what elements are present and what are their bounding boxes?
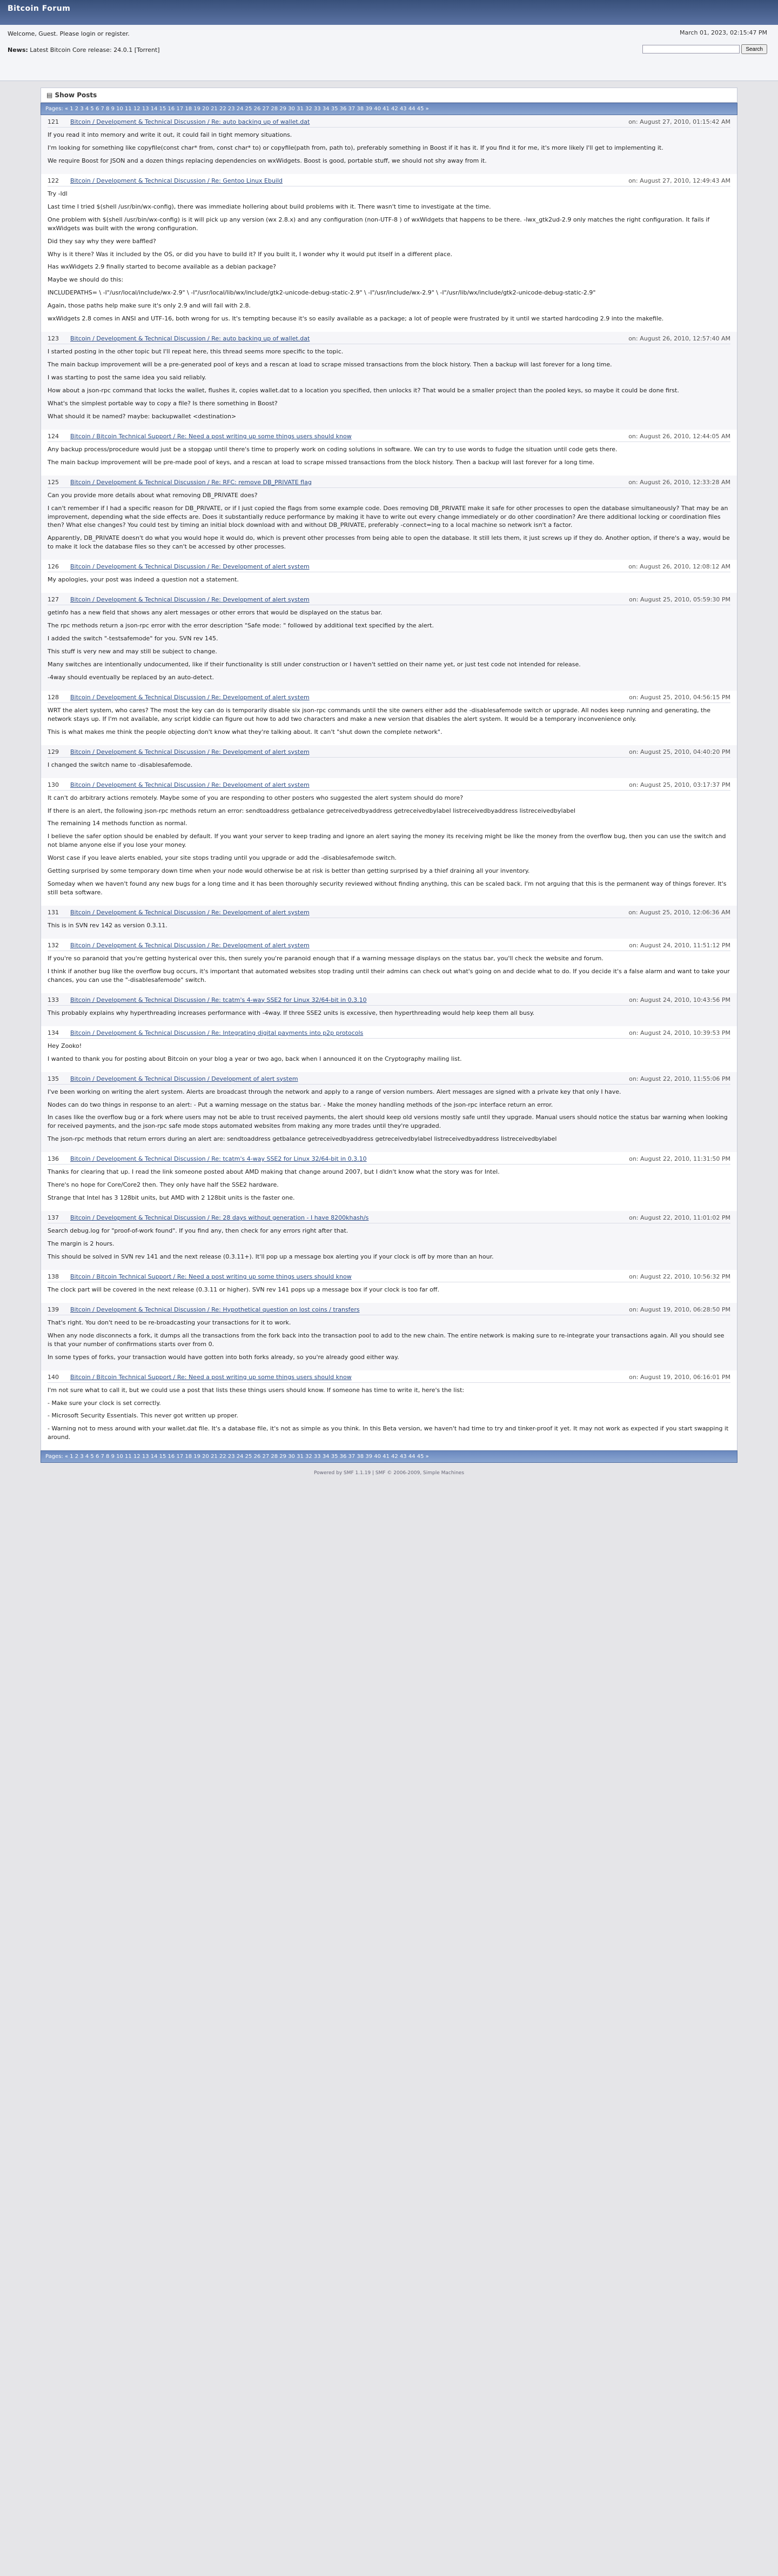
- post-paragraph: The clock part will be covered in the next release (0.3.11 or higher). SVN rev 141 pops up a message box if your clock is too far off.: [48, 1286, 439, 1293]
- pagination-top[interactable]: Pages: « 1 2 3 4 5 6 7 8 9 10 11 12 13 14 15 16 17 18 19 20 21 22 23 24 25 26 27 28 29 30 31 32 33 34 35 36 37 38 39 40 41 42 43 44 45 »: [41, 103, 737, 115]
- post-number: 132: [48, 941, 59, 949]
- post: [41, 1211, 737, 1270]
- search-bar: [642, 44, 767, 54]
- post-topic-link[interactable]: Bitcoin / Development & Technical Discussion / Re: RFC: remove DB_PRIVATE flag: [70, 478, 312, 486]
- post-topic-link[interactable]: Bitcoin / Development & Technical Discussion / Re: Development of alert system: [70, 596, 310, 604]
- post-paragraph: I'm not sure what to call it, but we could use a post that lists these things users should know. If someone has time to write it, here's the list:: [48, 1386, 465, 1394]
- post-paragraph: When any node disconnects a fork, it dumps all the transactions from the fork back into the transaction pool to add to the new chain. The entire network is making sure to re-integrate your transactions again. All you should see is that your number of confirmations starts over from 0.: [48, 1332, 725, 1348]
- post-paragraph: - Warning not to mess around with your wallet.dat file. It's a database file, it's not as simple as you think. In this Beta version, we haven't had time to try and tinker-proof it yet. It may not work as expected if you start swapping it around.: [48, 1425, 729, 1441]
- post-paragraph: My apologies, your post was indeed a question not a statement.: [48, 576, 239, 584]
- post-body: [48, 445, 730, 467]
- post-paragraph: I've been working on writing the alert system. Alerts are broadcast through the network and apply to a range of version numbers. Alert messages are signed with a private key that only I have.: [48, 1088, 621, 1095]
- post-header: [48, 118, 730, 128]
- post-body: [48, 576, 730, 584]
- post-header: [48, 1075, 730, 1085]
- post-paragraph: Try -ldl: [48, 190, 68, 197]
- post-body: [48, 1286, 730, 1294]
- post-number: 140: [48, 1373, 59, 1381]
- post-date: on: August 26, 2010, 12:08:12 AM: [628, 563, 730, 571]
- post-body: [48, 921, 730, 930]
- post-body: [48, 954, 730, 985]
- post-paragraph: If you're so paranoid that you're getting hysterical over this, then surely you're paranoid enough that if a warning message displays on the status bar, you'll check the website and forum.: [48, 954, 603, 962]
- post-topic-link[interactable]: Bitcoin / Development & Technical Discussion / Re: Hypothetical question on lost coins / transfers: [70, 1306, 360, 1313]
- post-paragraph: If there is an alert, the following json-rpc methods return an error: sendtoaddress getbalance getreceivedbyaddress getreceivedbylabel listreceivedbyaddress listreceivedbylabel: [48, 807, 576, 814]
- post-paragraph: Can you provide more details about what removing DB_PRIVATE does?: [48, 491, 258, 499]
- post-paragraph: I changed the switch name to -disablesafemode.: [48, 761, 193, 768]
- news-label: News:: [8, 46, 28, 53]
- post-topic-link[interactable]: Bitcoin / Bitcoin Technical Support / Re: Need a post writing up some things users should know: [70, 1273, 352, 1280]
- post-paragraph: There's no hope for Core/Core2 then. They only have half the SSE2 hardware.: [48, 1181, 279, 1189]
- post-body: [48, 794, 730, 897]
- post-header: [48, 1214, 730, 1223]
- post-paragraph: This stuff is very new and may still be subject to change.: [48, 648, 217, 655]
- post-topic-link[interactable]: Bitcoin / Development & Technical Discussion / Re: auto backing up of wallet.dat: [70, 118, 310, 125]
- post-date: on: August 25, 2010, 12:06:36 AM: [628, 909, 730, 916]
- post-header: [48, 433, 730, 442]
- post-header: [48, 1374, 730, 1383]
- post-body: [48, 1168, 730, 1202]
- post-number: 125: [48, 478, 59, 486]
- post-paragraph: I wanted to thank you for posting about Bitcoin on your blog a year or two ago, back when I announced it on the Cryptography mailing list.: [48, 1055, 462, 1062]
- post-paragraph: We require Boost for JSON and a dozen things replacing dependencies on wxWidgets. Boost is good, portable stuff, we should not shy away from it.: [48, 157, 487, 164]
- post-body: [48, 1009, 730, 1018]
- post-paragraph: Any backup process/procedure would just be a stopgap until there's time to properly work on coding solutions in software. We can try to use words to fudge the situation until code gets there.: [48, 445, 618, 453]
- news-line: [8, 46, 160, 53]
- post-paragraph: WRT the alert system, who cares? The most the key can do is temporarily disable six json-rpc commands until the site owners either add the -disablesafemode switch or upgrade. All nodes keep running and generating, the network stays up. If I'm not available, any script kiddie can figure out how to add two characters and make a new version that disables the alert system. It would be a temporary inconvenience only.: [48, 706, 710, 722]
- post-date: on: August 25, 2010, 03:17:37 PM: [629, 781, 730, 788]
- post-topic-link[interactable]: Bitcoin / Development & Technical Discussion / Re: Gentoo Linux Ebuild: [70, 177, 283, 184]
- post-topic-link[interactable]: Bitcoin / Development & Technical Discussion / Re: Development of alert system: [70, 693, 310, 701]
- post-number: 134: [48, 1029, 59, 1036]
- post-list: [41, 115, 737, 1450]
- post-paragraph: Many switches are intentionally undocumented, like if their functionality is still under construction or I haven't settled on their name yet, or just test code not intended for release.: [48, 660, 581, 668]
- post-date: on: August 26, 2010, 12:33:28 AM: [628, 478, 730, 486]
- post-paragraph: I added the switch "-testsafemode" for you. SVN rev 145.: [48, 635, 218, 643]
- post-topic-link[interactable]: Bitcoin / Development & Technical Discussion / Re: Development of alert system: [70, 909, 310, 916]
- post-number: 135: [48, 1075, 59, 1082]
- post-body: [48, 347, 730, 421]
- post-date: on: August 19, 2010, 06:16:01 PM: [629, 1373, 730, 1381]
- post-paragraph: Maybe we should do this:: [48, 276, 124, 284]
- post-number: 128: [48, 693, 59, 701]
- post-header: [48, 996, 730, 1006]
- welcome-text: Welcome, Guest. Please login or register.: [8, 30, 130, 37]
- post-paragraph: In cases like the overflow bug or a fork where users may not be able to trust received payments, the alert should keep old versions mostly safe until they upgrade. Manual users should notice the status bar warning when looking for received payments, and the json-rpc safe mode stops automated websites from making any more trades until they're upgraded.: [48, 1114, 728, 1130]
- post-header: [48, 563, 730, 572]
- post-paragraph: This is what makes me think the people objecting don't know what they're talking about. It can't "shut down the complete network".: [48, 728, 442, 735]
- post-header: [48, 1306, 730, 1315]
- post-number: 138: [48, 1273, 59, 1280]
- post: [41, 1026, 737, 1072]
- post-date: on: August 25, 2010, 04:40:20 PM: [629, 748, 730, 755]
- post-date: on: August 25, 2010, 04:56:15 PM: [629, 693, 730, 701]
- post-paragraph: The json-rpc methods that return errors during an alert are: sendtoaddress getbalance getreceivedbyaddress getreceivedbylabel listreceivedbyaddress listreceivedbylabel: [48, 1135, 557, 1143]
- post-number: 129: [48, 748, 59, 755]
- post-header: [48, 177, 730, 186]
- post-paragraph: In some types of forks, your transaction would have gotten into both forks already, so you're already good either way.: [48, 1353, 399, 1361]
- news-text[interactable]: Latest Bitcoin Core release: 24.0.1 [Torrent]: [30, 46, 160, 53]
- post-paragraph: Last time I tried $(shell /usr/bin/wx-config), there was immediate hollering about build problems with it. There wasn't time to investigate at the time.: [48, 203, 491, 210]
- post-paragraph: I think if another bug like the overflow bug occurs, it's important that automated websites stop trading until their admins can check out what's going on and decide what to do. If you decide it's a false alarm and want to take your chances, you can use the "-disablesafemode" switch.: [48, 967, 730, 983]
- post-paragraph: Strange that Intel has 3 128bit units, but AMD with 2 128bit units is the faster one.: [48, 1194, 295, 1202]
- post-header: [48, 1029, 730, 1039]
- post: [41, 115, 737, 174]
- post-number: 136: [48, 1155, 59, 1163]
- post-date: on: August 25, 2010, 05:59:30 PM: [629, 596, 730, 604]
- post-topic-link[interactable]: Bitcoin / Development & Technical Discussion / Development of alert system: [70, 1075, 298, 1082]
- post-paragraph: Again, those paths help make sure it's only 2.9 and will fail with 2.8.: [48, 302, 251, 310]
- post: [41, 1303, 737, 1370]
- post-paragraph: I can't remember if I had a specific reason for DB_PRIVATE, or if I just copied the flags from some example code. Does removing DB_PRIVATE make it safe for other processes to open the database simultaneously? That may be an improvement, depending what the side effects are. Does it substantially reduce performance by making it have to write out every change immediately or do other coordination? Are there additional locking or coordination files then? What else changes? You could test by timing an initial block download with and without DB_PRIVATE, preferably -connect=ing to a local machine so network isn't a factor.: [48, 504, 728, 529]
- post-topic-link[interactable]: Bitcoin / Development & Technical Discussion / Re: auto backing up of wallet.dat: [70, 335, 310, 343]
- post-paragraph: I'm looking for something like copyfile(const char* from, const char* to) or copyfile(path from, path to), preferably something in Boost if it has it. If you find it for me, it's more likely I'll get to implementing it.: [48, 144, 663, 151]
- post-topic-link[interactable]: Bitcoin / Development & Technical Discussion / Re: Integrating digital payments into p2p protocols: [70, 1029, 364, 1036]
- post-header: [48, 909, 730, 918]
- post-header: [48, 1273, 730, 1282]
- post-number: 121: [48, 118, 59, 125]
- post: [41, 174, 737, 332]
- post-body: [48, 131, 730, 165]
- post-date: on: August 22, 2010, 11:31:50 PM: [629, 1155, 730, 1163]
- posts-icon: ▤: [46, 91, 55, 99]
- post-body: [48, 1042, 730, 1063]
- post-header: [48, 942, 730, 951]
- post: [41, 939, 737, 993]
- post-topic-link[interactable]: Bitcoin / Development & Technical Discussion / Re: Development of alert system: [70, 748, 310, 755]
- post: [41, 476, 737, 560]
- post-paragraph: This probably explains why hyperthreading increases performance with -4way. If three SSE2 units is excessive, then hyperthreading would help keep them all busy.: [48, 1009, 535, 1016]
- post-paragraph: The rpc methods return a json-rpc error with the error description "Safe mode: " followed by additional text specified by the alert.: [48, 622, 434, 630]
- post-header: [48, 694, 730, 703]
- post-date: on: August 22, 2010, 11:55:06 PM: [629, 1075, 730, 1082]
- post: [41, 593, 737, 691]
- post-paragraph: This is in SVN rev 142 as version 0.3.11.: [48, 922, 167, 929]
- user-area: [0, 25, 778, 81]
- search-button[interactable]: Search: [741, 44, 767, 54]
- post-number: 127: [48, 596, 59, 604]
- post-paragraph: The main backup improvement will be pre-made pool of keys, and a rescan at load to scrape missed transactions from the block history. Then a backup will last forever for a long time.: [48, 458, 595, 466]
- post-paragraph: I was starting to post the same idea you said reliably.: [48, 374, 206, 381]
- post-body: [48, 1088, 730, 1144]
- post: [41, 778, 737, 906]
- post-topic-link[interactable]: Bitcoin / Development & Technical Discussion / Re: tcatm's 4-way SSE2 for Linux 32/64-bit in 0.3.10: [70, 996, 367, 1003]
- post-paragraph: Someday when we haven't found any new bugs for a long time and it has been thoroughly security reviewed without finding anything, this can be scaled back. I'm not arguing that this is the permanent way of things forever. It's still beta software.: [48, 880, 727, 896]
- main-content: [41, 81, 737, 1497]
- post-paragraph: Has wxWidgets 2.9 finally started to become available as a debian package?: [48, 263, 277, 271]
- post-paragraph: That's right. You don't need to be re-broadcasting your transactions for it to work.: [48, 1319, 291, 1326]
- post-body: [48, 1227, 730, 1261]
- post: [41, 560, 737, 593]
- post: [41, 691, 737, 745]
- copyright: Powered by SMF 1.1.19 | SMF © 2006-2009, Simple Machines: [313, 1470, 465, 1476]
- post-number: 126: [48, 563, 59, 571]
- post-paragraph: It can't do arbitrary actions remotely. Maybe some of you are responding to other posters who suggested the alert system should do more?: [48, 794, 464, 801]
- post-paragraph: If you read it into memory and write it out, it could fail in tight memory situations.: [48, 131, 292, 138]
- post-body: [48, 706, 730, 737]
- post-paragraph: - Make sure your clock is set correctly.: [48, 1399, 161, 1407]
- post-body: [48, 491, 730, 552]
- post-paragraph: Nodes can do two things in response to an alert: - Put a warning message on the status bar. - Make the money handling methods of the json-rpc interface return an error.: [48, 1101, 553, 1108]
- post-paragraph: One problem with $(shell /usr/bin/wx-config) is it will pick up any version (wx 2.8.x) and any configuration (non-UTF-8 ) of wxWidgets that happens to be there. -lwx_gtk2ud-2.9 only matches the right configuration. It fails if wxWidgets was built with the wrong configuration.: [48, 216, 710, 232]
- post: [41, 1072, 737, 1153]
- post-paragraph: Hey Zooko!: [48, 1042, 82, 1049]
- post-paragraph: I believe the safer option should be enabled by default. If you want your server to keep trading and ignore an alert saying the money its receiving might be like the money from the overflow bug, then you can use the switch and not blame anyone else if you lose your money.: [48, 833, 726, 849]
- post-paragraph: Search debug.log for "proof-of-work found". If you find any, then check for any errors right after that.: [48, 1227, 348, 1235]
- post-number: 131: [48, 909, 59, 916]
- post: [41, 332, 737, 430]
- post-topic-link[interactable]: Bitcoin / Development & Technical Discussion / Re: tcatm's 4-way SSE2 for Linux 32/64-bit in 0.3.10: [70, 1155, 367, 1163]
- post-header: [48, 479, 730, 488]
- post-header: [48, 596, 730, 605]
- post-number: 123: [48, 335, 59, 343]
- post-paragraph: -4way should eventually be replaced by an auto-detect.: [48, 673, 214, 681]
- post-date: on: August 24, 2010, 10:43:56 PM: [629, 996, 730, 1003]
- post-paragraph: Worst case if you leave alerts enabled, your site stops trading until you upgrade or add the -disablesafemode switch.: [48, 854, 397, 862]
- post-number: 137: [48, 1214, 59, 1222]
- post-paragraph: Apparently, DB_PRIVATE doesn't do what you would hope it would do, which is prevent other processes from being able to open the database. It still lets them, it just screws up if they do. Another option, if there's a way, would be to make it lock the database files so they can't be accessed by other processes.: [48, 534, 730, 551]
- pagination-bottom[interactable]: Pages: « 1 2 3 4 5 6 7 8 9 10 11 12 13 14 15 16 17 18 19 20 21 22 23 24 25 26 27 28 29 30 31 32 33 34 35 36 37 38 39 40 41 42 43 44 45 »: [41, 1450, 737, 1463]
- section-title: ▤ Show Posts: [41, 88, 737, 103]
- post-paragraph: The main backup improvement will be a pre-generated pool of keys and a rescan at load to scrape missed transactions from the block history. Then a backup will last forever for a long time.: [48, 361, 612, 369]
- post-body: [48, 761, 730, 770]
- post-paragraph: The remaining 14 methods function as normal.: [48, 820, 187, 827]
- post-number: 122: [48, 177, 59, 184]
- post-paragraph: wxWidgets 2.8 comes in ANSI and UTF-16, both wrong for us. It's tempting because it's so easily available as a package; a lot of people were frustrated by it until we started hardcoding 2.9 into the makefile.: [48, 315, 664, 323]
- post-body: [48, 1319, 730, 1362]
- post: [41, 993, 737, 1026]
- post-paragraph: What should it be named? maybe: backupwallet <destination>: [48, 412, 237, 420]
- post-paragraph: Getting surprised by some temporary down time when your node would otherwise be at risk is better than getting surprised by a thief draining all your inventory.: [48, 867, 530, 875]
- post-paragraph: INCLUDEPATHS= \ -I"/usr/local/include/wx-2.9" \ -I"/usr/local/lib/wx/include/gtk2-unicode-debug-static-2.9" \ -I"/usr/include/wx-2.9" \ -I"/usr/lib/wx/include/gtk2-unicode-debug-static-2.9": [48, 289, 596, 297]
- post-topic-link[interactable]: Bitcoin / Development & Technical Discussion / Re: Development of alert system: [70, 941, 310, 949]
- post-header: [48, 781, 730, 791]
- post-date: on: August 26, 2010, 12:44:05 AM: [628, 432, 730, 440]
- post-header: [48, 335, 730, 344]
- post: [41, 1370, 737, 1451]
- post-paragraph: What's the simplest portable way to copy a file? Is there something in Boost?: [48, 399, 278, 407]
- post-number: 124: [48, 432, 59, 440]
- post-date: on: August 24, 2010, 10:39:53 PM: [629, 1029, 730, 1036]
- post-paragraph: This should be solved in SVN rev 141 and the next release (0.3.11+). It'll pop up a message box alerting you if your clock is off by more than an hour.: [48, 1253, 494, 1260]
- post-date: on: August 19, 2010, 06:28:50 PM: [629, 1306, 730, 1313]
- post-paragraph: How about a json-rpc command that locks the wallet, flushes it, copies wallet.dat to a location you specified, then unlocks it? That would be a smaller project than the pooled keys, so maybe it could be done first.: [48, 386, 679, 394]
- post-paragraph: Why is it there? Was it included by the OS, or did you have to build it? If you built it, I wonder why it would put itself in a different place.: [48, 250, 453, 258]
- post: [41, 1270, 737, 1303]
- post-topic-link[interactable]: Bitcoin / Development & Technical Discussion / Re: Development of alert system: [70, 563, 310, 571]
- post-header: [48, 1155, 730, 1165]
- post-topic-link[interactable]: Bitcoin / Development & Technical Discussion / Re: 28 days without generation - I have 8200khash/s: [70, 1214, 369, 1222]
- post-date: on: August 27, 2010, 12:49:43 AM: [628, 177, 730, 184]
- post-paragraph: The margin is 2 hours.: [48, 1240, 115, 1247]
- post-date: on: August 27, 2010, 01:15:42 AM: [628, 118, 730, 125]
- post-paragraph: Did they say why they were baffled?: [48, 237, 156, 245]
- post-number: 133: [48, 996, 59, 1003]
- post-number: 130: [48, 781, 59, 788]
- post-paragraph: Thanks for clearing that up. I read the link someone posted about AMD making that change around 2007, but I didn't know what the story was for Intel.: [48, 1168, 500, 1176]
- post-date: on: August 24, 2010, 11:51:12 PM: [629, 941, 730, 949]
- post: [41, 745, 737, 778]
- post-topic-link[interactable]: Bitcoin / Bitcoin Technical Support / Re: Need a post writing up some things users should know: [70, 1373, 352, 1381]
- post-paragraph: getinfo has a new field that shows any alert messages or other errors that would be displayed on the status bar.: [48, 609, 383, 617]
- post: [41, 1152, 737, 1211]
- post-body: [48, 608, 730, 682]
- post-body: [48, 190, 730, 323]
- post-header: [48, 748, 730, 758]
- post-paragraph: - Microsoft Security Essentials. This never got written up proper.: [48, 1412, 238, 1420]
- post-date: on: August 22, 2010, 10:56:32 PM: [629, 1273, 730, 1280]
- post-topic-link[interactable]: Bitcoin / Development & Technical Discussion / Re: Development of alert system: [70, 781, 310, 788]
- search-input[interactable]: [642, 45, 740, 53]
- forum-title[interactable]: Bitcoin Forum: [8, 4, 71, 13]
- post-topic-link[interactable]: Bitcoin / Bitcoin Technical Support / Re: Need a post writing up some things users should know: [70, 432, 352, 440]
- post: [41, 430, 737, 476]
- post-date: on: August 22, 2010, 11:01:02 PM: [629, 1214, 730, 1222]
- post-paragraph: I started posting in the other topic but I'll repeat here, this thread seems more specific to the topic.: [48, 348, 344, 356]
- post-number: 139: [48, 1306, 59, 1313]
- current-date: March 01, 2023, 02:15:47 PM: [679, 29, 767, 36]
- post: [41, 906, 737, 939]
- post-body: [48, 1386, 730, 1442]
- forum-header: [0, 0, 778, 25]
- post-date: on: August 26, 2010, 12:57:40 AM: [628, 335, 730, 343]
